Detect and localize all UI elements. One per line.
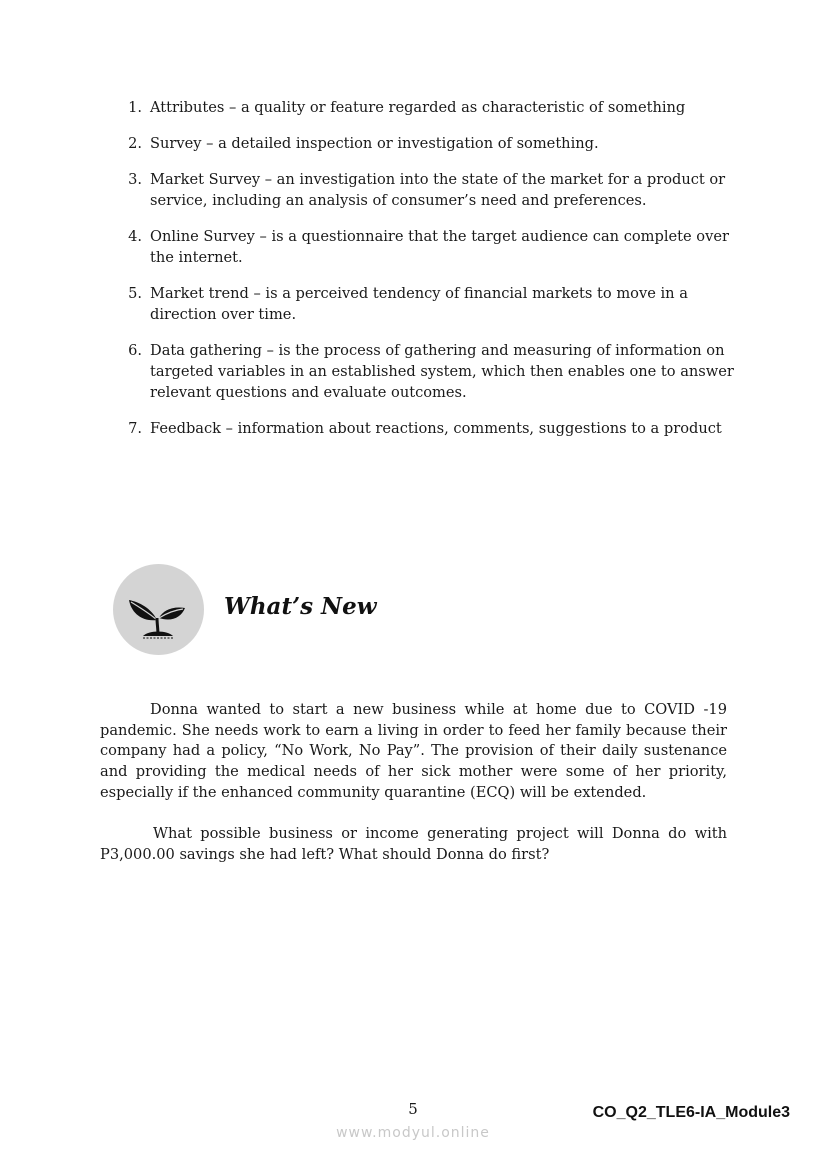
list-item-text: Feedback – information about reactions, comments, suggestions to a product [150, 420, 722, 437]
question-paragraph: What possible business or income generating project will Donna do with P3,000.00 savings she had left? What should Donna do first? [100, 825, 727, 863]
list-item-number: 3. [128, 171, 142, 188]
list-item [100, 283, 740, 325]
page-number: 5 [408, 1100, 418, 1118]
list-item-text: Market trend – is a perceived tendency of financial markets to move in a direction over time. [150, 285, 688, 323]
list-item [100, 97, 740, 118]
module-code: CO_Q2_TLE6-IA_Module3 [592, 1104, 790, 1121]
section-title: What’s New [224, 593, 377, 620]
list-item-number: 4. [128, 228, 142, 245]
list-item-text: Attributes – a quality or feature regarded as characteristic of something [150, 99, 686, 116]
story-paragraph: Donna wanted to start a new business while at home due to COVID -19 pandemic. She needs work to earn a living in order to feed her family because their company had a policy, “No Work, No Pay”. The provision of their daily sustenance and providing the medical needs of her sick mother were some of her priority, especially if the enhanced community quarantine (ECQ) will be extended. [100, 701, 727, 801]
list-item-text: Online Survey – is a questionnaire that the target audience can complete over the internet. [150, 228, 729, 266]
list-item-text: Survey – a detailed inspection or investigation of something. [150, 135, 599, 152]
glossary-list [100, 97, 740, 454]
list-item-text: Market Survey – an investigation into the state of the market for a product or service, including an analysis of consumer’s need and preferences. [150, 171, 726, 209]
list-item [100, 418, 740, 439]
watermark: www.modyul.online [336, 1125, 490, 1141]
list-item-number: 7. [128, 420, 142, 437]
list-item [100, 133, 740, 154]
list-item [100, 169, 740, 211]
list-item [100, 340, 740, 403]
list-item-number: 6. [128, 342, 142, 359]
list-item-text: Data gathering – is the process of gathering and measuring of information on targeted variables in an established system, which then enables one to answer relevant questions and evaluate outcomes. [150, 342, 734, 401]
list-item-number: 5. [128, 285, 142, 302]
seedling-icon [113, 564, 204, 655]
list-item [100, 226, 740, 268]
list-item-number: 1. [128, 99, 142, 116]
list-item-number: 2. [128, 135, 142, 152]
